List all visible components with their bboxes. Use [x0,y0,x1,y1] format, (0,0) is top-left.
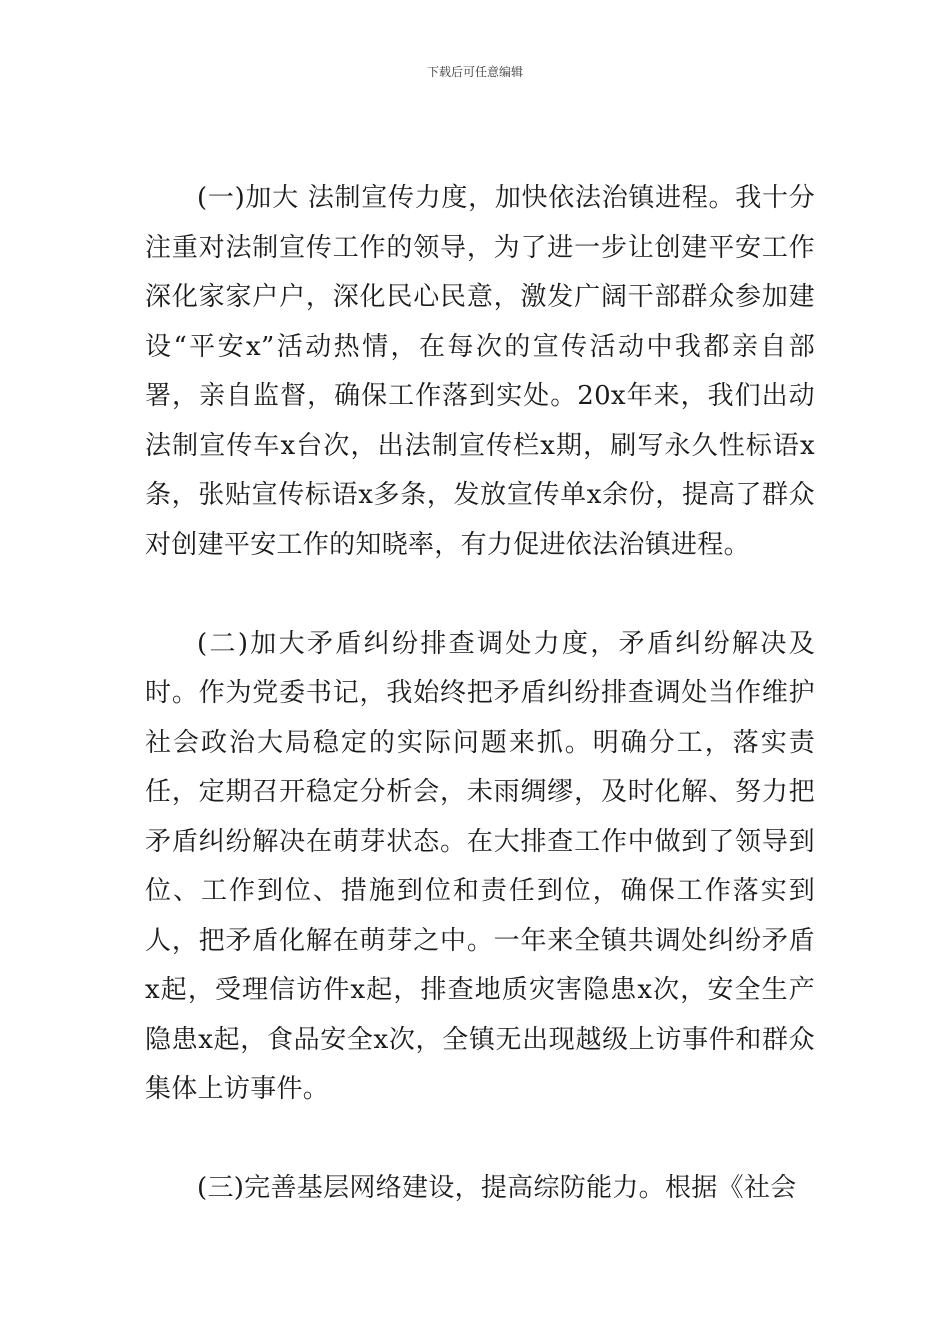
document-body [145,174,815,1214]
paragraph-2: (二)加大矛盾纠纷排查调处力度，矛盾纠纷解决及时。作为党委书记，我始终把矛盾纠纷排查调处当作维护社会政治大局稳定的实际问题来抓。明确分工，落实责任，定期召开稳定分析会，未雨绸缪，及时化解、努力把矛盾纠纷解决在萌芽状态。在大排查工作中做到了领导到位、工作到位、措施到位和责任到位，确保工作落实到人，把矛盾化解在萌芽之中。一年来全镇共调处纠纷矛盾x起，受理信访件x起，排查地质灾害隐患x次，安全生产隐患x起，食品安全x次，全镇无出现越级上访事件和群众集体上访事件。 [145,628,815,1104]
paragraph-1: (一)加大 法制宣传力度，加快依法治镇进程。我十分注重对法制宣传工作的领导，为了进一步让创建平安工作深化家家户户，深化民心民意，激发广阔干部群众参加建设“平安x”活动热情，在每次的宣传活动中我都亲自部署，亲自监督，确保工作落到实处。20x年来，我们出动法制宣传车x台次，出法制宣传栏x期，刷写永久性标语x条，张贴宣传标语x多条，发放宣传单x余份，提高了群众对创建平安工作的知晓率，有力促进依法治镇进程。 [145,183,815,560]
paragraph-3: (三)完善基层网络建设，提高综防能力。根据《社会 [197,1173,797,1203]
page-header-note: 下载后可任意编辑 [426,65,523,79]
